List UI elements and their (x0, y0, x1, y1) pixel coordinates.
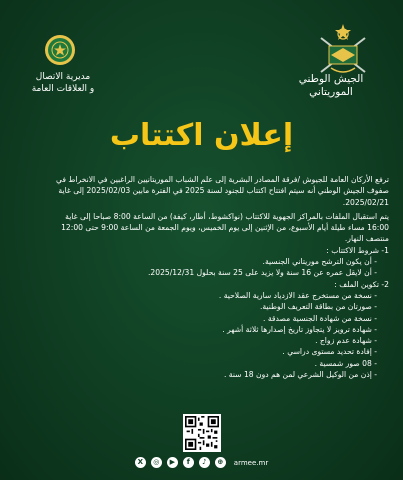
dossier-item: - إذن من الوكيل الشرعي لمن هم دون 18 سنة . (223, 370, 377, 380)
dossier-item: - شهادة عدم زواج . (315, 336, 377, 346)
dossier-item: - نسخة من مستخرج عقد الازدياد سارية الصلاحية . (218, 290, 377, 300)
army-name-line1: الجيش الوطني (298, 73, 364, 85)
army-name-line2: الموريتاني (309, 86, 353, 98)
dossier-item: - 08 صور شمسية . (314, 358, 377, 368)
directorate-seal-icon (44, 34, 76, 66)
web-icon[interactable]: ⊕ (215, 457, 226, 468)
instagram-icon[interactable]: ◎ (151, 457, 162, 468)
footer (0, 457, 403, 468)
intro-line: صفوف الجيش الوطني أنه سيتم افتتاح اكتتاب للجنود لسنة 2025 في الفترة مابين 2025/02/03 إلى غاية (58, 186, 389, 196)
dossier-heading: 2- تكوين الملف : (334, 279, 389, 289)
page-title: إعلان اكتتاب (109, 118, 294, 153)
reception-line: منتصف النهار. (344, 234, 389, 244)
conditions-heading: 1- شروط الاكتتاب : (326, 245, 389, 255)
dossier-item: - إفادة تحديد مستوى دراسي . (282, 347, 377, 357)
dossier-item: - شهادة ترويز لا يتجاوز تاريخ إصدارها ثلاثة أشهر . (222, 324, 377, 334)
dossier-item: - نسخة من شهادة الجنسية مصدقة . (263, 313, 377, 323)
x-icon[interactable]: X (135, 457, 146, 468)
reception-line: 16:00 مساء طيلة أيام الأسبوع، من الإثنين إلى يوم الخميس، ويوم الجمعة من الساعة 9:00 حتى 12:00 (61, 223, 389, 233)
directorate-line2: و العلاقات العامة (31, 84, 95, 94)
announcement-body (13, 174, 389, 380)
condition-item: - أن لايقل عمره عن 16 سنة ولا يزيد على 25 سنة بحلول 2025/12/31. (148, 268, 377, 278)
directorate-name (22, 71, 104, 95)
directorate-line1: مديرية الاتصال (35, 72, 91, 82)
youtube-icon[interactable]: ▶ (167, 457, 178, 468)
tiktok-icon[interactable]: ♪ (199, 457, 210, 468)
facebook-icon[interactable]: f (183, 457, 194, 468)
reception-line: يتم استقبال الملفات بالمراكز الجهوية للاكتتاب (نواكشوط، أطار، كيفة) من الساعة 8:00 صباحا إلى غاية (65, 211, 389, 221)
qr-code-icon[interactable] (183, 414, 221, 452)
condition-item: - أن يكون الترشح موريتاني الجنسية. (262, 257, 377, 267)
intro-line: ترفع الأركان العامة للجيوش /فرقة المصادر البشرية إلى علم الشباب الموريتانيين الراغبين في الانخراط في (56, 175, 389, 184)
website-link[interactable]: armee.mr (233, 458, 269, 467)
army-emblem-icon (313, 20, 373, 80)
army-name (283, 73, 379, 99)
intro-line: 2025/02/21. (342, 197, 389, 207)
dossier-item: - صورتان من بطاقة التعريف الوطنية. (259, 302, 377, 312)
